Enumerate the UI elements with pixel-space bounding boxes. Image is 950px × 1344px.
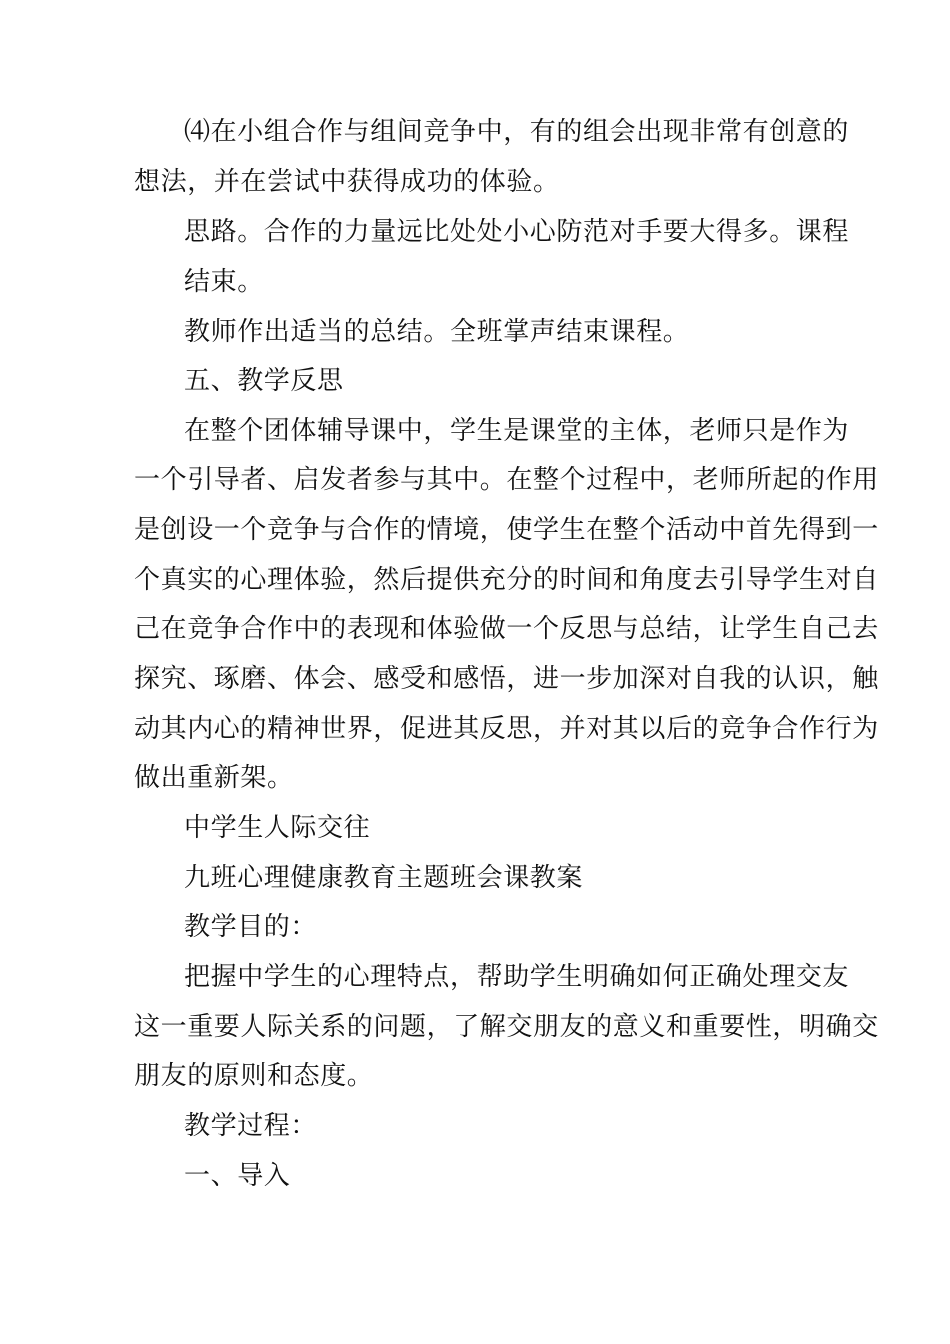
title-line: 中学生人际交往 (184, 813, 371, 843)
section-heading: 五、教学反思 (184, 366, 344, 396)
paragraph-line: 这一重要人际关系的问题，了解交朋友的意义和重要性，明确交 (134, 1012, 879, 1042)
paragraph-line: 己在竞争合作中的表现和体验做一个反思与总结，让学生自己去 (134, 614, 879, 644)
paragraph-line: 是创设一个竞争与合作的情境，使学生在整个活动中首先得到一 (134, 515, 879, 545)
paragraph-line: 动其内心的精神世界，促进其反思，并对其以后的竞争合作行为 (134, 714, 879, 744)
paragraph-line: ⑷在小组合作与组间竞争中，有的组会出现非常有创意的 (184, 117, 850, 147)
paragraph-line: 探究、琢磨、体会、感受和感悟，进一步加深对自我的认识，触 (134, 664, 879, 694)
paragraph-line: 在整个团体辅导课中，学生是课堂的主体，老师只是作为 (184, 416, 850, 446)
paragraph-line: 结束。 (184, 267, 264, 297)
paragraph-line: 把握中学生的心理特点，帮助学生明确如何正确处理交友 (184, 962, 850, 992)
paragraph-line: 教师作出适当的总结。全班掌声结束课程。 (184, 317, 690, 347)
paragraph-line: 个真实的心理体验，然后提供充分的时间和角度去引导学生对自 (134, 565, 879, 595)
paragraph-line: 思路。合作的力量远比处处小心防范对手要大得多。课程 (184, 217, 850, 247)
paragraph-line: 想法，并在尝试中获得成功的体验。 (134, 167, 560, 197)
paragraph-line: 做出重新架。 (134, 763, 294, 793)
title-line: 九班心理健康教育主题班会课教案 (184, 863, 584, 893)
section-heading: 教学目的： (184, 912, 318, 942)
paragraph-line: 朋友的原则和态度。 (134, 1061, 374, 1091)
paragraph-line: 一个引导者、启发者参与其中。在整个过程中，老师所起的作用 (134, 465, 879, 495)
section-heading: 一、导入 (184, 1161, 291, 1191)
section-heading: 教学过程： (184, 1111, 318, 1141)
